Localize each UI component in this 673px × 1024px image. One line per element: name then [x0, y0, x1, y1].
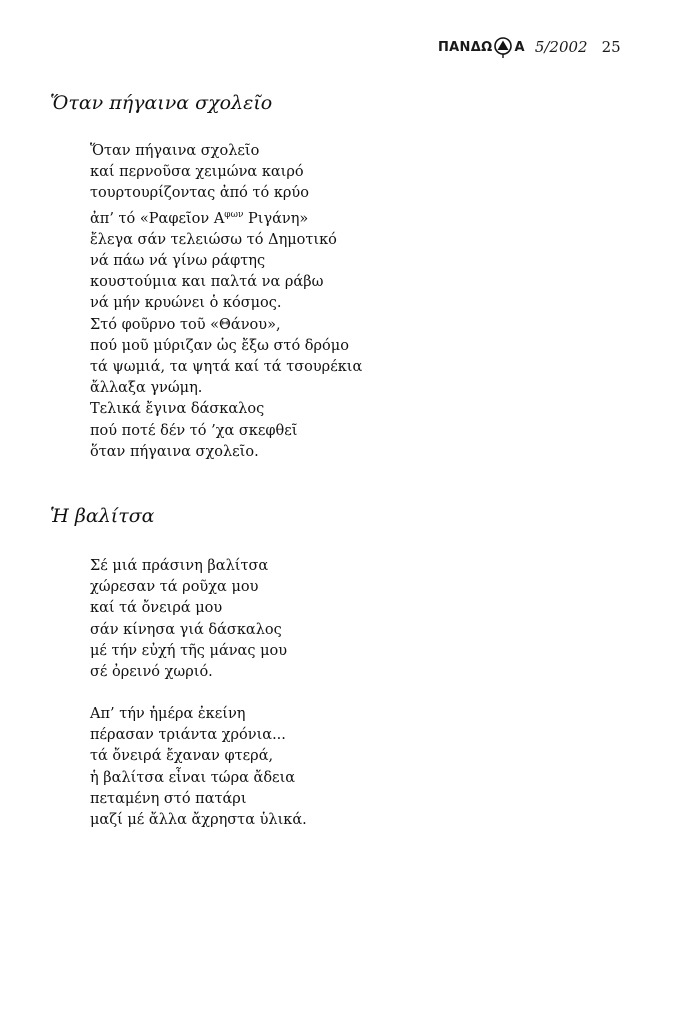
- poem-title: Ὅταν πήγαινα σχολεῖο: [50, 92, 273, 114]
- poem-line: καί τά ὄνειρά μου: [90, 600, 223, 617]
- poem-line: μέ τήν εὐχή τῆς μάνας μου: [90, 642, 288, 659]
- page-number: 25: [601, 38, 621, 56]
- poem-line: ἡ βαλίτσα εἶναι τώρα ἄδεια: [90, 769, 296, 786]
- poem-line: νά μήν κρυώνει ὁ κόσμος.: [90, 295, 282, 312]
- poem-line: χώρεσαν τά ροῦχα μου: [90, 579, 259, 596]
- poem-line: Τελικά ἔγινα δάσκαλος: [90, 401, 265, 418]
- poem-line: καί περνοῦσα χειμώνα καιρό: [90, 164, 304, 181]
- poem-line: ἄλλαξα γνώμη.: [90, 380, 203, 397]
- pyramid-emblem-icon: [493, 36, 513, 58]
- poem-line: μαζί μέ ἄλλα ἄχρηστα ὑλικά.: [90, 812, 307, 829]
- poem-line: τουρτουρίζοντας ἀπό τό κρύο: [90, 185, 309, 202]
- poem-line: Ὅταν πήγαινα σχολεῖο: [90, 143, 260, 159]
- running-header: [438, 36, 638, 58]
- line-text: ἀπ’ τό «Ραφεῖον Α: [90, 210, 225, 227]
- poem-line: πού ποτέ δέν τό ’χα σκεφθεῖ: [90, 422, 298, 439]
- poem-line: ὅταν πήγαινα σχολεῖο.: [90, 443, 259, 460]
- logo-text-right: Α: [514, 39, 525, 55]
- poem-stanza: [90, 141, 362, 463]
- poem-line: ἔλεγα σάν τελειώσω τό Δημοτικό: [90, 231, 337, 248]
- superscript-abbrev: φων: [224, 209, 244, 220]
- poem-title: Ἡ βαλίτσα: [50, 505, 155, 527]
- poem-line: τά ὄνειρά ἔχαναν φτερά,: [90, 748, 274, 765]
- poem-line: Σέ μιά πράσινη βαλίτσα: [90, 558, 269, 574]
- poem-line: νά πάω νά γίνω ράφτης: [90, 253, 266, 270]
- logo-text-left: ΠΑΝΔΩ: [438, 39, 493, 55]
- poem-line: Απ’ τήν ἡμέρα ἐκείνη: [90, 706, 246, 722]
- journal-logo: [438, 36, 525, 58]
- poem-stanza: [90, 556, 287, 683]
- line-text-tail: Ριγάνη»: [243, 210, 309, 227]
- poem-line: τά ψωμιά, τα ψητά καί τά τσουρέκια: [90, 359, 363, 376]
- poem-line: σέ ὀρεινό χωριό.: [90, 664, 213, 681]
- issue-label: 5/2002: [534, 38, 588, 56]
- poem-line: Στό φοῦρνο τοῦ «Θάνου»,: [90, 316, 281, 333]
- poem-line: πεταμένη στό πατάρι: [90, 790, 247, 807]
- poem-stanza: [90, 704, 307, 831]
- poem-line: σάν κίνησα γιά δάσκαλος: [90, 621, 282, 638]
- poem-line: πέρασαν τριάντα χρόνια...: [90, 727, 286, 744]
- poem-line: κουστούμια και παλτά να ράβω: [90, 274, 324, 291]
- poem-line: πού μοῦ μύριζαν ὡς ἔξω στό δρόμο: [90, 337, 349, 354]
- poem-line: [90, 205, 362, 230]
